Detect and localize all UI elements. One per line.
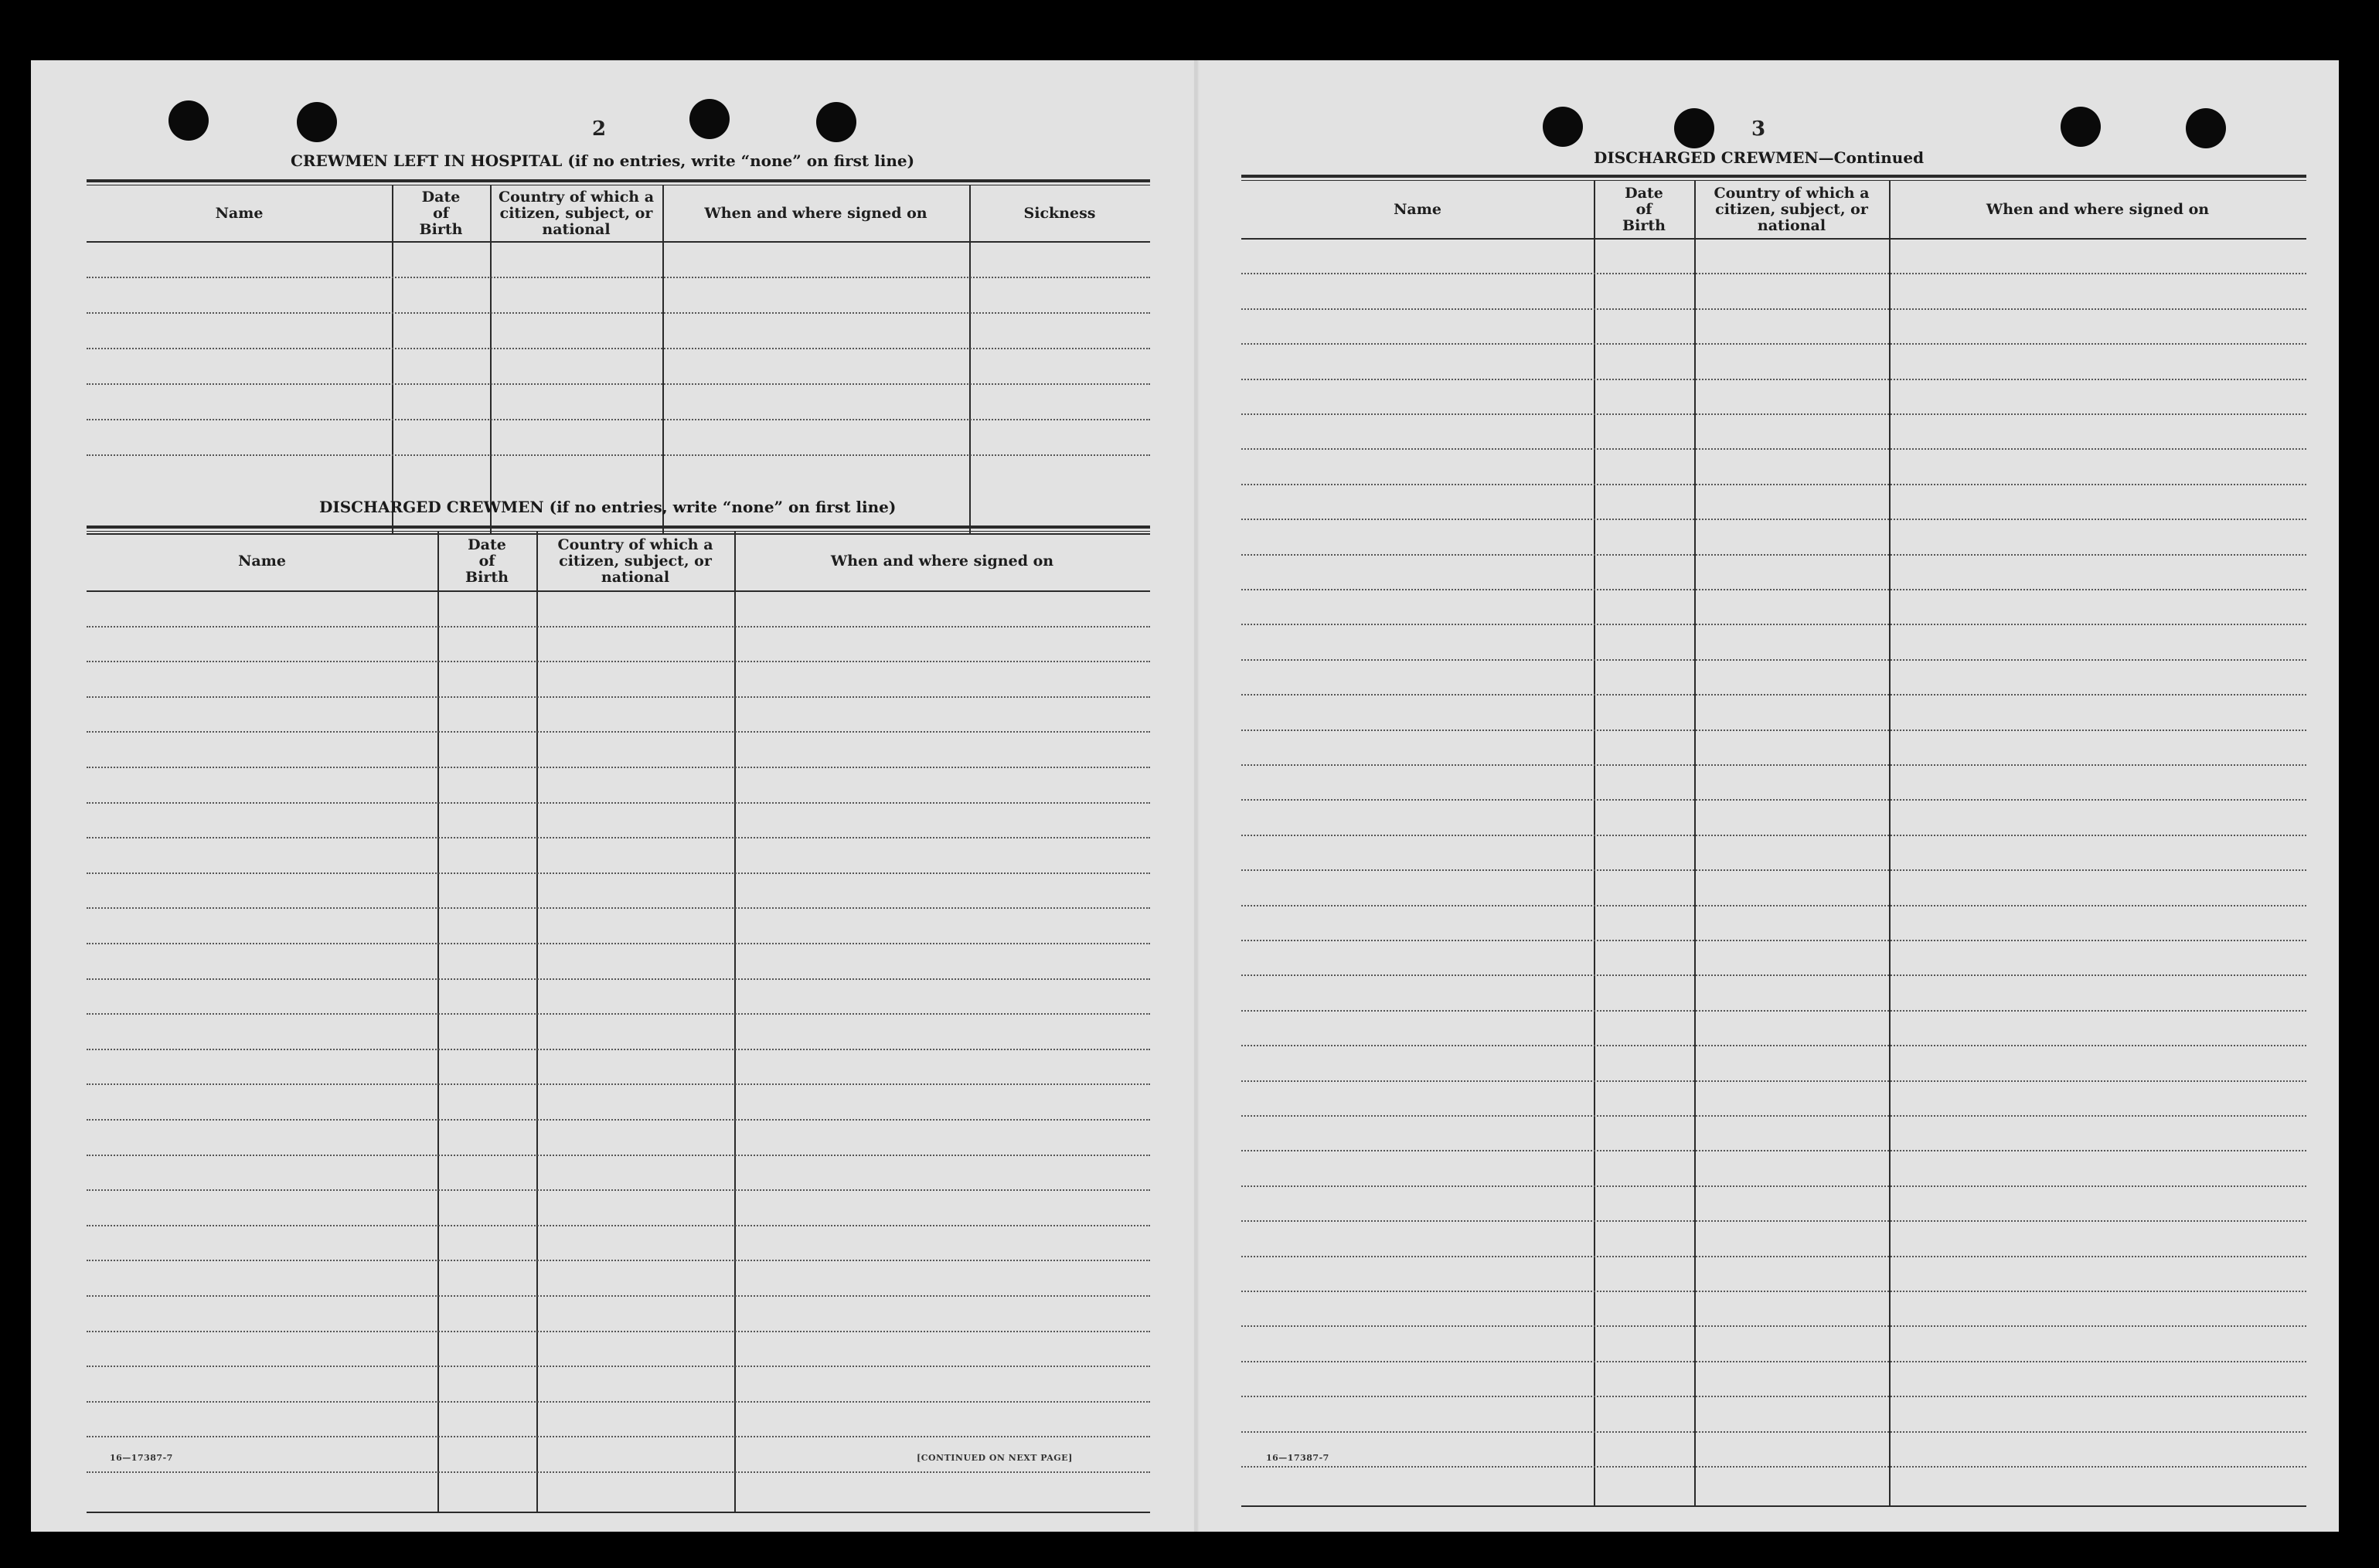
discharged-section-title xyxy=(319,498,896,516)
entry-line xyxy=(87,1295,1150,1297)
header-bottom-rule xyxy=(87,590,1150,592)
document-sheet xyxy=(31,60,2339,1532)
entry-line xyxy=(1241,1115,2306,1117)
continued-note: [CONTINUED ON NEXT PAGE] xyxy=(917,1453,1073,1463)
column-header-label: Date of Birth xyxy=(419,188,463,238)
entry-line xyxy=(87,1331,1150,1332)
entry-line xyxy=(87,348,1150,349)
entry-line xyxy=(1241,519,2306,520)
column-header-label: When and where signed on xyxy=(1986,200,2210,218)
column-header-label: When and where signed on xyxy=(830,552,1054,570)
scan-corner xyxy=(2317,0,2379,39)
hospital-title-text: CREWMEN LEFT IN HOSPITAL xyxy=(291,151,563,170)
discharged-continued-title: DISCHARGED CREWMEN—Continued xyxy=(1594,148,1925,167)
entry-line xyxy=(87,1189,1150,1191)
entry-line xyxy=(87,312,1150,314)
entry-line xyxy=(87,626,1150,628)
entry-line xyxy=(87,872,1150,874)
entry-line xyxy=(87,1401,1150,1403)
discharged-continued-table xyxy=(1241,175,2306,1507)
entry-line xyxy=(87,383,1150,385)
entry-line xyxy=(1241,589,2306,590)
entry-line xyxy=(1241,484,2306,485)
column-header xyxy=(1241,182,1594,236)
entry-line xyxy=(1241,1080,2306,1082)
entry-line xyxy=(1241,694,2306,696)
table-bottom-rule xyxy=(87,1512,1150,1513)
entry-line xyxy=(87,943,1150,944)
column-header xyxy=(662,187,969,240)
entry-line xyxy=(1241,1466,2306,1468)
hospital-section-title xyxy=(291,151,914,170)
column-header-label: Name xyxy=(1394,200,1441,218)
discharged-title-text: DISCHARGED CREWMEN xyxy=(319,498,544,516)
entry-line xyxy=(87,661,1150,662)
entry-line xyxy=(1241,1256,2306,1257)
entry-line xyxy=(1241,1325,2306,1327)
column-header-label: Country of which a citizen, subject, or national xyxy=(1714,184,1870,234)
column-header-label: Country of which a citizen, subject, or national xyxy=(557,536,713,586)
table-top-rule xyxy=(1241,175,2306,178)
entry-line xyxy=(1241,1185,2306,1187)
entry-line xyxy=(1241,835,2306,836)
column-header xyxy=(1694,182,1889,236)
header-bottom-rule xyxy=(87,241,1150,243)
entry-line xyxy=(1241,974,2306,976)
column-header xyxy=(87,533,437,589)
table-top-rule-thin xyxy=(87,531,1150,532)
entry-line xyxy=(87,907,1150,909)
entry-line xyxy=(1241,1045,2306,1046)
entry-line xyxy=(1241,1150,2306,1151)
entry-line xyxy=(1241,764,2306,766)
entry-line xyxy=(1241,308,2306,310)
table-top-rule xyxy=(87,179,1150,182)
punch-hole xyxy=(2186,108,2226,148)
entry-line xyxy=(1241,554,2306,556)
punch-hole xyxy=(168,100,209,141)
entry-line xyxy=(87,1155,1150,1156)
entry-line xyxy=(87,1225,1150,1226)
entry-line xyxy=(1241,905,2306,906)
column-header xyxy=(734,533,1150,589)
punch-hole xyxy=(816,102,856,142)
entry-line xyxy=(1241,869,2306,871)
entry-line xyxy=(87,978,1150,980)
entry-line xyxy=(87,802,1150,804)
entry-line xyxy=(87,419,1150,420)
page-number-right: 3 xyxy=(1751,117,1766,141)
entry-line xyxy=(1241,379,2306,380)
entry-line xyxy=(1241,1431,2306,1433)
punch-hole xyxy=(1543,107,1583,147)
punch-hole xyxy=(689,99,730,139)
entry-line xyxy=(1241,799,2306,801)
entry-line xyxy=(87,1260,1150,1261)
column-header-label: Name xyxy=(238,552,286,570)
entry-line xyxy=(87,1471,1150,1473)
punch-hole xyxy=(2061,107,2101,147)
entry-line xyxy=(1241,1291,2306,1292)
column-header-label: Name xyxy=(215,204,264,222)
entry-line xyxy=(1241,1220,2306,1222)
column-header xyxy=(392,187,490,240)
entry-line xyxy=(1241,343,2306,345)
column-header xyxy=(969,187,1150,240)
table-top-rule xyxy=(87,526,1150,529)
entry-line xyxy=(87,1366,1150,1367)
entry-line xyxy=(87,277,1150,278)
hospital-table xyxy=(87,179,1150,535)
page-fold xyxy=(1194,60,1197,1532)
entry-line xyxy=(87,1049,1150,1050)
entry-line xyxy=(1241,1396,2306,1397)
entry-line xyxy=(1241,659,2306,661)
entry-line xyxy=(87,731,1150,733)
column-header-label: When and where signed on xyxy=(704,204,927,222)
page-number-left: 2 xyxy=(592,117,607,141)
column-header xyxy=(490,187,662,240)
hospital-title-note: (if no entries, write “none” on first line) xyxy=(567,151,915,170)
column-header xyxy=(437,533,536,589)
column-header-label: Date of Birth xyxy=(465,536,509,586)
column-header xyxy=(536,533,734,589)
header-bottom-rule xyxy=(1241,238,2306,240)
column-header-label: Country of which a citizen, subject, or national xyxy=(498,188,655,238)
form-number-right: 16—17387-7 xyxy=(1266,1453,1329,1463)
form-number-left: 16—17387-7 xyxy=(110,1453,173,1463)
entry-line xyxy=(87,767,1150,768)
entry-line xyxy=(1241,448,2306,450)
entry-line xyxy=(87,1436,1150,1437)
column-header-label: Date of Birth xyxy=(1622,184,1666,234)
discharged-title-note: (if no entries, write “none” on first line) xyxy=(549,498,897,516)
punch-hole xyxy=(297,102,337,142)
entry-line xyxy=(87,837,1150,838)
punch-hole xyxy=(1674,108,1714,148)
table-top-rule-thin xyxy=(1241,180,2306,181)
entry-line xyxy=(1241,413,2306,415)
entry-line xyxy=(1241,1361,2306,1362)
table-bottom-rule xyxy=(1241,1505,2306,1507)
entry-line xyxy=(1241,940,2306,941)
column-header xyxy=(1594,182,1694,236)
entry-line xyxy=(87,1119,1150,1121)
entry-line xyxy=(1241,624,2306,625)
entry-line xyxy=(87,1013,1150,1015)
entry-line xyxy=(1241,1010,2306,1012)
entry-line xyxy=(1241,730,2306,731)
entry-line xyxy=(1241,273,2306,274)
column-header xyxy=(87,187,392,240)
column-header xyxy=(1889,182,2306,236)
column-header-label: Sickness xyxy=(1023,204,1096,222)
discharged-table xyxy=(87,526,1150,1513)
entry-line xyxy=(87,696,1150,698)
entry-line xyxy=(87,1083,1150,1085)
entry-line xyxy=(87,454,1150,456)
